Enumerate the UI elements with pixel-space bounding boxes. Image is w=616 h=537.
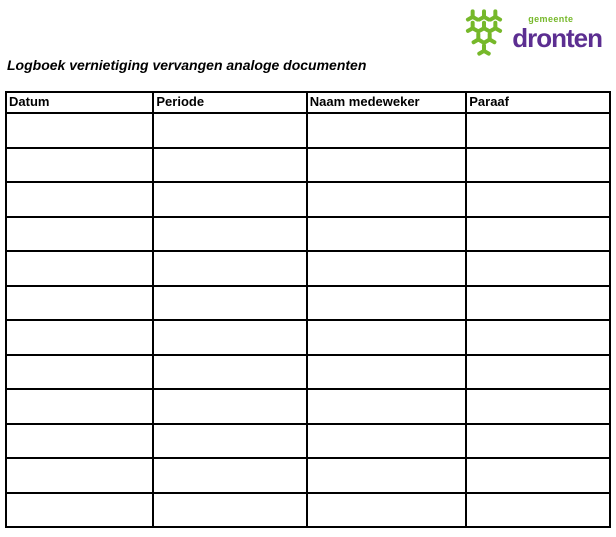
table-row bbox=[6, 458, 610, 493]
table-cell bbox=[466, 424, 610, 459]
table-cell bbox=[6, 113, 153, 148]
table-cell bbox=[6, 148, 153, 183]
table-cell bbox=[153, 148, 306, 183]
table-cell bbox=[153, 251, 306, 286]
table-cell bbox=[6, 286, 153, 321]
table-header-row bbox=[6, 92, 610, 113]
table-cell bbox=[6, 389, 153, 424]
table-row bbox=[6, 113, 610, 148]
table-cell bbox=[466, 148, 610, 183]
table-cell bbox=[466, 458, 610, 493]
column-header: Naam medeweker bbox=[307, 92, 466, 113]
table-cell bbox=[307, 286, 466, 321]
table-row bbox=[6, 424, 610, 459]
table-row bbox=[6, 217, 610, 252]
table-cell bbox=[307, 113, 466, 148]
table-cell bbox=[6, 493, 153, 528]
table-cell bbox=[6, 355, 153, 390]
table-cell bbox=[6, 251, 153, 286]
table-cell bbox=[153, 493, 306, 528]
table-cell bbox=[307, 355, 466, 390]
table-cell bbox=[466, 286, 610, 321]
page-title: Logboek vernietiging vervangen analoge documenten bbox=[7, 57, 367, 73]
table-cell bbox=[6, 424, 153, 459]
table-cell bbox=[466, 320, 610, 355]
table-cell bbox=[466, 251, 610, 286]
table-cell bbox=[307, 148, 466, 183]
table-cell bbox=[153, 286, 306, 321]
column-header: Paraaf bbox=[466, 92, 610, 113]
table-row bbox=[6, 320, 610, 355]
table-cell bbox=[6, 458, 153, 493]
table-cell bbox=[466, 182, 610, 217]
table-cell bbox=[6, 217, 153, 252]
table-cell bbox=[307, 182, 466, 217]
table-cell bbox=[153, 182, 306, 217]
table-cell bbox=[307, 217, 466, 252]
table-cell bbox=[466, 493, 610, 528]
table-cell bbox=[153, 217, 306, 252]
table-cell bbox=[153, 458, 306, 493]
table-row bbox=[6, 355, 610, 390]
table-row bbox=[6, 148, 610, 183]
logo-gemeente-text: gemeente bbox=[528, 14, 574, 24]
table-cell bbox=[307, 493, 466, 528]
table-cell bbox=[6, 182, 153, 217]
table-cell bbox=[466, 113, 610, 148]
column-header: Datum bbox=[6, 92, 153, 113]
table-row bbox=[6, 493, 610, 528]
table-cell bbox=[6, 320, 153, 355]
table-cell bbox=[307, 458, 466, 493]
logo-gemeente-dronten bbox=[463, 9, 602, 57]
table-row bbox=[6, 389, 610, 424]
table-cell bbox=[307, 251, 466, 286]
table-row bbox=[6, 286, 610, 321]
table-cell bbox=[466, 217, 610, 252]
dronten-trefoil-cluster-icon bbox=[463, 9, 505, 57]
logo-dronten-text: dronten bbox=[512, 23, 602, 53]
table-cell bbox=[153, 113, 306, 148]
table-cell bbox=[307, 320, 466, 355]
table-row bbox=[6, 251, 610, 286]
table-cell bbox=[153, 320, 306, 355]
logo-wordmark bbox=[512, 15, 602, 51]
table-cell bbox=[466, 389, 610, 424]
table-cell bbox=[153, 355, 306, 390]
table-row bbox=[6, 182, 610, 217]
column-header: Periode bbox=[153, 92, 306, 113]
table-cell bbox=[307, 389, 466, 424]
table-cell bbox=[153, 389, 306, 424]
table-cell bbox=[153, 424, 306, 459]
table-cell bbox=[466, 355, 610, 390]
table-cell bbox=[307, 424, 466, 459]
logbook-table bbox=[5, 91, 611, 528]
